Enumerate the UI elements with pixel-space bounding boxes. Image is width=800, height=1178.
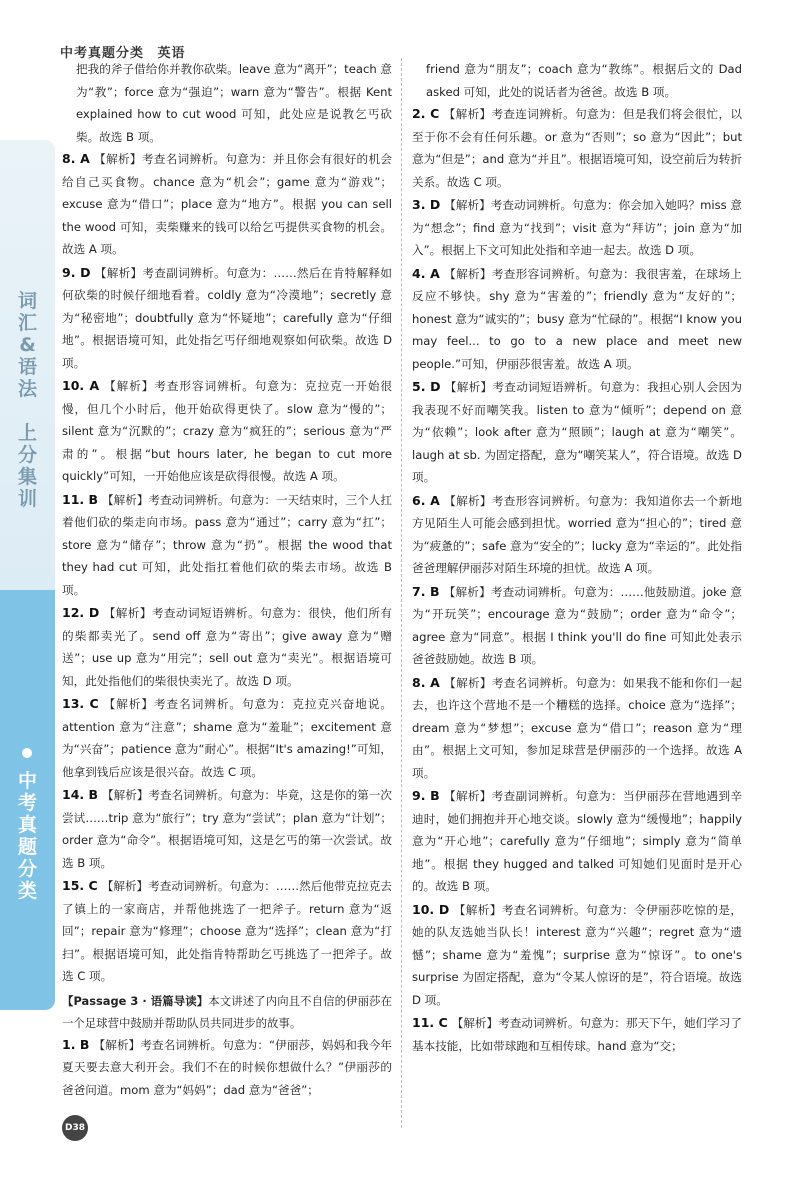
answer-number: 12. D: [62, 605, 100, 620]
answer-number: 5. D: [412, 379, 441, 394]
answer-item: [62, 784, 392, 874]
answer-item: [412, 581, 742, 671]
answer-explanation: 【解析】考查副词辨析。句意为：当伊丽莎在营地遇到辛迪时，她们拥抱并开心地交谈。slowly 意为“缓慢地”；happily 意为“开心地”；carefully 意为“仔细地”；simply 意为“简单地”。根据 they hugged and talked 可知她们见面时是开心的。故选 B 项。: [412, 789, 742, 893]
answer-number: 11. B: [62, 491, 99, 507]
answer-number: 9. D: [62, 264, 91, 280]
left-column: [62, 58, 392, 1102]
answer-item: [62, 375, 392, 488]
answer-item: [412, 672, 742, 785]
passage-summary: 本文讲述了内向且不自信的伊丽莎在一个足球营中鼓励并帮助队员共同进步的故事。: [62, 993, 392, 1030]
answer-explanation: 【解析】考查动词辨析。句意为：……他鼓励道。joke 意为“开玩笑”；encourage 意为“鼓励”；order 意为“命令”；agree 意为“同意”。根据 I think you'll do fine 可知此处表示爸爸鼓励她。故选 B 项。: [412, 584, 743, 666]
right-answer-list: [412, 103, 742, 1057]
answer-number: 7. B: [412, 583, 440, 599]
answer-number: 10. A: [62, 378, 100, 393]
side-tab-lower-label: 中 考 真 题 分 类: [17, 770, 37, 902]
answer-item: [62, 148, 392, 261]
right-column: [412, 58, 742, 1058]
answer-explanation: 【解析】考查动词短语辨析。句意为：很快，他们所有的柴都卖光了。send off 意为“寄出”；give away 意为“赠送”；use up 意为“用完”；sell out 意为“卖光”。根据语境可知，此处指他们的柴很快卖光了。故选 D 项。: [62, 606, 392, 688]
answer-number: 3. D: [412, 197, 441, 212]
left-lead-paragraph: 把我的斧子借给你并教你砍柴。leave 意为“离开”；teach 意为“教”；force 意为“强迫”；warn 意为“警告”。根据 Kent explained how to cut wood 可知，此处应是说教乞丐砍柴。故选 B 项。: [76, 62, 392, 144]
answer-explanation: 【解析】考查形容词辨析。句意为：克拉克一开始很慢，但几个小时后，他开始砍得更快了。slow 意为“慢的”；silent 意为“沉默的”；crazy 意为“疯狂的”；serious 意为“严肃的”。根据“but hours later, he began to cut more quickly”可知，一开始他应该是砍得很慢。故选 A 项。: [62, 379, 392, 483]
passage-title: 【Passage 3 · 语篇导读】: [62, 993, 209, 1008]
answer-item: [412, 490, 742, 580]
page-number-badge: D38: [62, 1115, 88, 1141]
answer-item: [412, 263, 742, 376]
answer-item: [412, 103, 742, 193]
answer-number: 15. C: [62, 878, 98, 893]
answer-number: 4. A: [412, 265, 440, 281]
answer-number: 2. C: [412, 106, 440, 121]
column-divider: [401, 58, 402, 1128]
answer-explanation: 【解析】考查名词辨析。句意为：克拉克兴奋地说。attention 意为“注意”；shame 意为“羞耻”；excitement 意为“兴奋”；patience 意为“耐心”。根据“It's amazing!”可知，他拿到钱后应该是很兴奋。故选 C 项。: [62, 697, 392, 779]
subject-label: 英语: [157, 46, 186, 61]
answer-item: [412, 785, 742, 898]
answer-explanation: 【解析】考查形容词辨析。句意为：我知道你去一个新地方见陌生人可能会感到担忧。worried 意为“担心的”；tired 意为“疲惫的”；safe 意为“安全的”；lucky 意为“幸运的”。此处指爸爸理解伊丽莎对陌生环境的担忧。故选 A 项。: [412, 493, 742, 575]
answer-explanation: 【解析】考查副词辨析。句意为：……然后在肯特解释如何砍柴的时候仔细地看着。coldly 意为“冷漠地”；secretly 意为“秘密地”；doubtfully 意为“怀疑地”；carefully 意为“仔细地”。根据语境可知，此处指乞丐仔细地观察如何砍柴。故选 D 项。: [62, 265, 392, 370]
tab-dot-icon: [22, 748, 32, 758]
answer-item: [412, 1012, 742, 1057]
answer-explanation: 【解析】考查动词辨析。句意为：你会加入她吗？miss 意为“想念”；find 意为“找到”；visit 意为“拜访”；join 意为“加入”。根据上下文可知此处指和辛迪一起去。故选 D 项。: [412, 198, 742, 257]
passage-intro: [62, 990, 392, 1034]
answer-item: [62, 262, 392, 375]
answer-item: [412, 899, 742, 1012]
answer-item: [412, 376, 742, 489]
answer-item: [62, 602, 392, 692]
answer-number: 11. C: [412, 1015, 448, 1030]
book-title: 中考真题分类: [60, 46, 145, 61]
left-answer-list-continued: [62, 1034, 392, 1102]
answer-explanation: 【解析】考查名词辨析。句意为：毕竟，这是你的第一次尝试……trip 意为“旅行”；try 意为“尝试”；plan 意为“计划”；order 意为“命令”。根据语境可知，这是乞丐的第一次尝试。故选 B 项。: [62, 788, 392, 870]
answer-explanation: 【解析】考查动词辨析。句意为：一天结束时，三个人扛着他们砍的柴走向市场。pass 意为“通过”；carry 意为“扛”；store 意为“储存”；throw 意为“扔”。根据 the wood that they had cut 可知，此处指扛着他们砍的柴去市场。故选 B 项。: [62, 492, 392, 597]
answer-item: [62, 875, 392, 988]
answer-number: 1. B: [62, 1036, 90, 1052]
answer-item: [62, 489, 392, 602]
answer-number: 14. B: [62, 787, 99, 802]
answer-item: [62, 693, 392, 783]
answer-explanation: 【解析】考查动词辨析。句意为：那天下午，她们学习了基本技能，比如带球跑和互相传球。hand 意为“交；: [412, 1016, 742, 1053]
left-answer-list: [62, 148, 392, 988]
right-lead-paragraph: friend 意为“朋友”；coach 意为“教练”。根据后文的 Dad asked 可知，此处的说话者为爸爸。故选 B 项。: [426, 62, 742, 99]
answer-item: [62, 1034, 392, 1102]
answer-number: 10. D: [412, 901, 450, 917]
answer-item: [412, 194, 742, 262]
answer-explanation: 【解析】考查名词辨析。句意为：“伊丽莎，妈妈和我今年夏天要去意大利开会。我们不在的时候你想做什么？”伊丽莎的爸爸问道。mom 意为“妈妈”；dad 意为“爸爸”；: [62, 1037, 392, 1097]
answer-number: 13. C: [62, 696, 99, 711]
answer-number: 8. A: [62, 151, 90, 166]
answer-explanation: 【解析】考查连词辨析。句意为：但是我们将会很忙，以至于你不会有任何乐趣。or 意为“否则”；so 意为“因此”；but 意为“但是”；and 意为“并且”。根据语境可知，设空前后为转折关系。故选 C 项。: [412, 107, 742, 189]
answer-explanation: 【解析】考查动词辨析。句意为：……然后他带克拉克去了镇上的一家商店，并帮他挑选了一把斧子。return 意为“返回”；repair 意为“修理”；choose 意为“选择”；clean 意为“打扫”。根据语境可知，此处指肯特帮助乞丐挑选了一把斧子。故选 C 项。: [62, 879, 392, 983]
side-tab-upper-label: 词 汇 & 语 法 上 分 集 训: [17, 290, 37, 510]
answer-explanation: 【解析】考查形容词辨析。句意为：我很害羞，在球场上反应不够快。shy 意为“害羞的”；friendly 意为“友好的”；honest 意为“诚实的”；busy 意为“忙碌的”。根据“I know you may feel... to go to a new place and meet new people.”可知，伊丽莎很害羞。故选 A 项。: [412, 266, 742, 371]
answer-number: 9. B: [412, 788, 440, 803]
answer-explanation: 【解析】考查名词辨析。句意为：令伊丽莎吃惊的是，她的队友选她当队长！interest 意为“兴趣”；regret 意为“遗憾”；shame 意为“羞愧”；surprise 意为“惊讶”。to one's surprise 为固定搭配，意为“令某人惊讶的是”，符合语境。故选 D 项。: [412, 902, 742, 1007]
answer-explanation: 【解析】考查名词辨析。句意为：并且你会有很好的机会给自己买食物。chance 意为“机会”；game 意为“游戏”；excuse 意为“借口”；place 意为“地方”。根据 you can sell the wood 可知，卖柴赚来的钱可以给乞丐提供买食物的机会。故选 A 项。: [62, 152, 392, 256]
answer-explanation: 【解析】考查名词辨析。句意为：如果我不能和你们一起去，也许这个营地不是一个糟糕的选择。choice 意为“选择”；dream 意为“梦想”；excuse 意为“借口”；reason 意为“理由”。根据上文可知，参加足球营是伊丽莎的一个选择。故选 A 项。: [412, 675, 742, 780]
answer-explanation: 【解析】考查动词短语辨析。句意为：我担心别人会因为我表现不好而嘲笑我。listen to 意为“倾听”；depend on 意为“依赖”；look after 意为“照顾”；laugh at 意为“嘲笑”。laugh at sb. 为固定搭配，意为“嘲笑某人”，符合语境。故选 D 项。: [412, 380, 742, 484]
answer-number: 8. A: [412, 674, 440, 690]
answer-number: 6. A: [412, 492, 440, 508]
